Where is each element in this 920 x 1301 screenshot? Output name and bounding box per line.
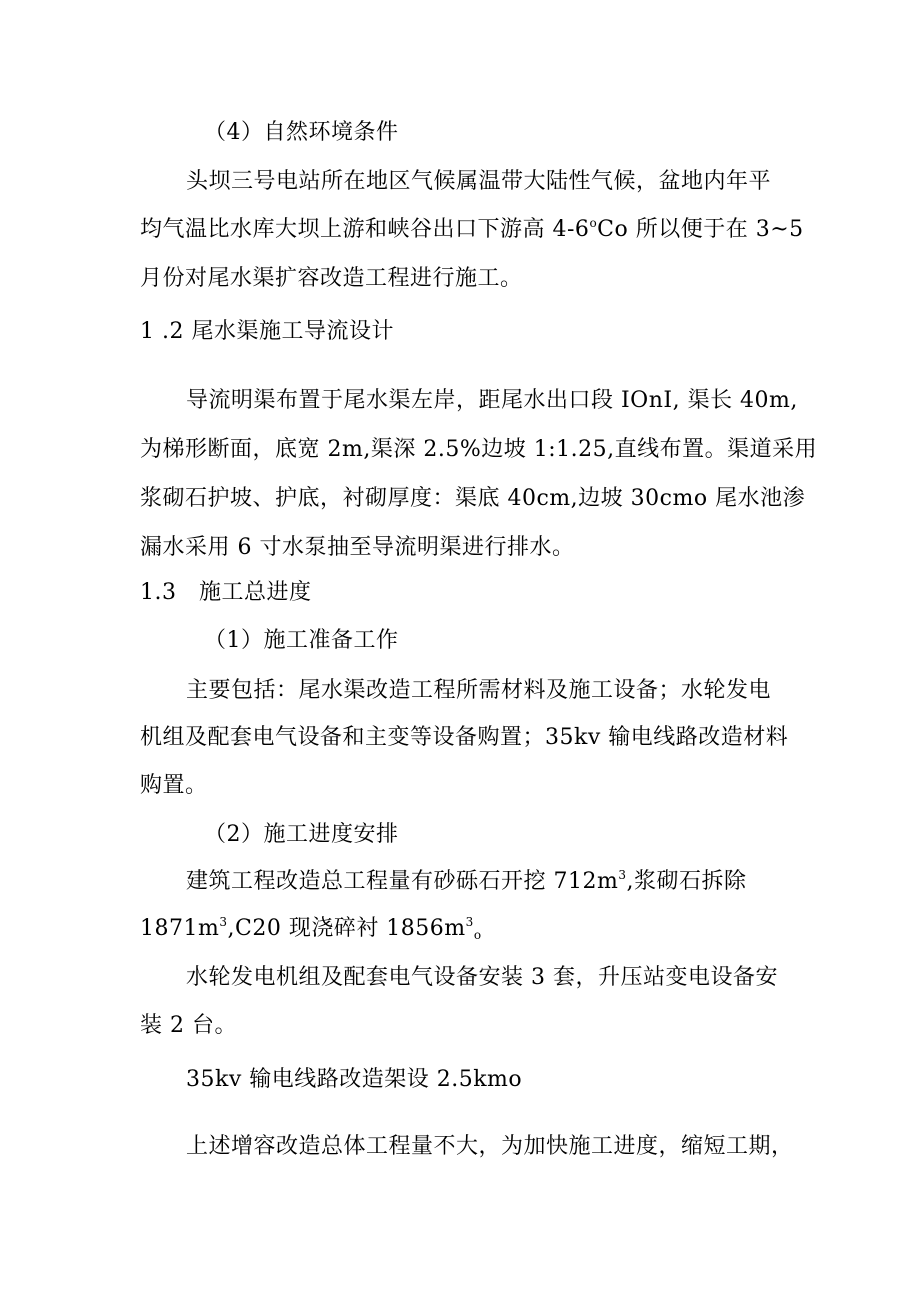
text-run: Co 所以便于在 3~5 [597, 217, 804, 242]
subheading-schedule: （2）施工进度安排 [204, 822, 399, 847]
superscript: 3 [219, 915, 228, 929]
paragraph-line [140, 914, 482, 944]
text-run: ,浆砌石拆除 [626, 869, 747, 894]
section-heading-1-3: 1.3 施工总进度 [140, 580, 312, 605]
paragraph-line [140, 215, 804, 245]
paragraph-line: 头坝三号电站所在地区气候属温带大陆性气候，盆地内年平 [186, 169, 772, 194]
subheading-natural-conditions: （4）自然环境条件 [204, 120, 399, 145]
paragraph-line: 机组及配套电气设备和主变等设备购置；35kv 输电线路改造材料 [140, 725, 789, 750]
paragraph-line: 主要包括：尾水渠改造工程所需材料及施工设备；水轮发电 [186, 678, 772, 703]
subheading-preparation: （1）施工准备工作 [204, 628, 399, 653]
text-run: 1871m [140, 916, 220, 941]
paragraph-line: 装 2 台。 [140, 1013, 237, 1038]
text-run: ,C20 现浇碎衬 1856m [227, 916, 466, 941]
paragraph-line: 水轮发电机组及配套电气设备安装 3 套，升压站变电设备安 [186, 965, 778, 990]
paragraph-line: 购置。 [140, 773, 208, 798]
section-heading-1-2: 1 .2 尾水渠施工导流设计 [140, 319, 394, 344]
text-run: 均气温比水库大坝上游和峡谷出口下游高 4-6 [140, 217, 590, 242]
paragraph-line: 浆砌石护坡、护底，衬砌厚度：渠底 40cm,边坡 30cmo 尾水池渗 [140, 486, 806, 511]
superscript: 3 [618, 868, 627, 882]
subscript: o [473, 928, 482, 942]
text-run: 建筑工程改造总工程量有砂砾石开挖 712m [186, 869, 619, 894]
paragraph-line [186, 867, 747, 897]
paragraph-line: 漏水采用 6 寸水泵抽至导流明渠进行排水。 [140, 535, 575, 560]
paragraph-line: 35kv 输电线路改造架设 2.5kmo [186, 1067, 523, 1092]
paragraph-line: 为梯形断面，底宽 2m,渠深 2.5%边坡 1:1.25,直线布置。渠道采用 [140, 437, 818, 462]
paragraph-line: 上述增容改造总体工程量不大，为加快施工进度，缩短工期， [186, 1134, 794, 1159]
paragraph-line: 月份对尾水渠扩容改造工程进行施工。 [140, 266, 523, 291]
paragraph-line: 导流明渠布置于尾水渠左岸，距尾水出口段 IOnI, 渠长 40m, [186, 388, 798, 413]
superscript: 3 [465, 915, 474, 929]
superscript: o [589, 216, 598, 230]
